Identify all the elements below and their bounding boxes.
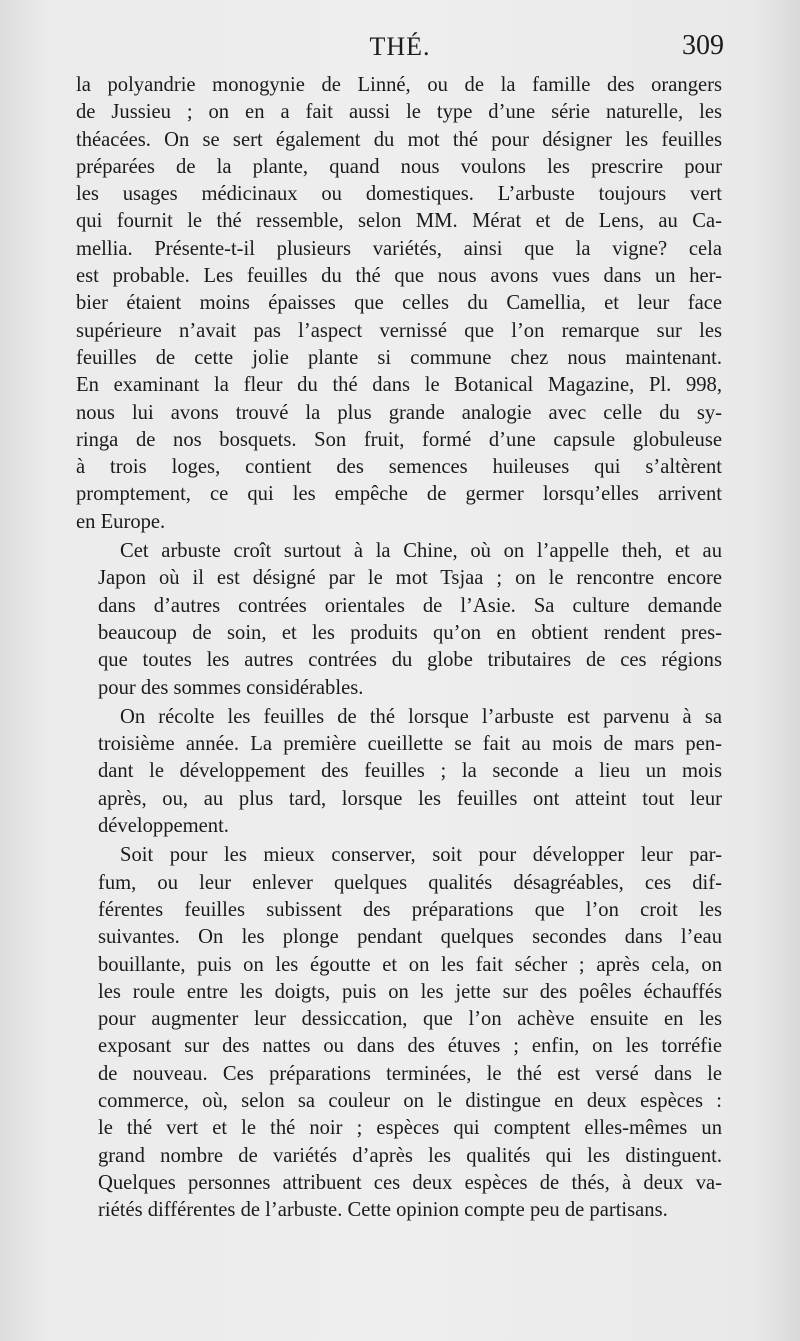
text-line: pour augmenter leur dessiccation, que l’on achève ensuite en les — [98, 1008, 722, 1031]
text-line: Japon où il est désigné par le mot Tsjaa ; on le rencontre encore — [98, 567, 722, 590]
text-line: Quelques personnes attribuent ces deux espèces de thés, à deux va- — [98, 1171, 722, 1194]
text-line: préparées de la plante, quand nous voulons les prescrire pour — [76, 155, 722, 178]
text-line: à trois loges, contient des semences huileuses qui s’altèrent — [76, 456, 722, 479]
text-line: grand nombre de variétés d’après les qualités qui les distinguent. — [98, 1144, 722, 1167]
text-line: suivantes. On les plonge pendant quelques secondes dans l’eau — [98, 926, 722, 949]
text-line: feuilles de cette jolie plante si commune chez nous maintenant. — [76, 346, 722, 369]
body-text — [76, 72, 722, 1224]
text-line: beaucoup de soin, et les produits qu’on en obtient rendent pres- — [98, 621, 722, 644]
text-line: exposant sur des nattes ou dans des étuves ; enfin, on les torréfie — [98, 1035, 722, 1058]
text-line: riétés différentes de l’arbuste. Cette opinion compte peu de partisans. — [98, 1199, 668, 1222]
text-line: Cet arbuste croît surtout à la Chine, où on l’appelle theh, et au — [120, 540, 722, 563]
text-line: troisième année. La première cueillette se fait au mois de mars pen- — [98, 733, 722, 756]
text-line: On récolte les feuilles de thé lorsque l’arbuste est parvenu à sa — [120, 705, 722, 728]
text-line: fum, ou leur enlever quelques qualités désagréables, ces dif- — [98, 871, 722, 894]
text-line: supérieure n’avait pas l’aspect vernissé que l’on remarque sur les — [76, 319, 722, 342]
text-line: nous lui avons trouvé la plus grande analogie avec celle du sy- — [76, 401, 722, 424]
text-line: férentes feuilles subissent des préparations que l’on croit les — [98, 898, 722, 921]
text-line: qui fournit le thé ressemble, selon MM. Mérat et de Lens, au Ca- — [76, 210, 722, 233]
text-line: dant le développement des feuilles ; la seconde a lieu un mois — [98, 760, 722, 783]
text-line: promptement, ce qui les empêche de germer lorsqu’elles arrivent — [76, 483, 722, 506]
text-line: pour des sommes considérables. — [98, 676, 364, 699]
text-line: de nouveau. Ces préparations terminées, le thé est versé dans le — [98, 1062, 722, 1085]
text-line: ringa de nos bosquets. Son fruit, formé d’une capsule globuleuse — [76, 428, 722, 451]
text-line: mellia. Présente-t-il plusieurs variétés, ainsi que la vigne? cela — [76, 237, 722, 260]
paragraph — [76, 538, 722, 702]
text-line: la polyandrie monogynie de Linné, ou de la famille des orangers — [76, 74, 722, 96]
text-line: bouillante, puis on les égoutte et on les fait sécher ; après cela, on — [98, 953, 722, 976]
text-line: En examinant la fleur du thé dans le Botanical Magazine, Pl. 998, — [76, 374, 722, 397]
text-line: après, ou, au plus tard, lorsque les feuilles ont atteint tout leur — [98, 787, 722, 810]
page-header — [76, 28, 724, 68]
text-line: dans d’autres contrées orientales de l’Asie. Sa culture demande — [98, 594, 722, 617]
text-line: bier étaient moins épaisses que celles du Camellia, et leur face — [76, 292, 722, 315]
text-line: théacées. On se sert également du mot thé pour désigner les feuilles — [76, 128, 722, 151]
paragraph — [76, 704, 722, 840]
text-line: en Europe. — [76, 510, 166, 533]
text-line: Soit pour les mieux conserver, soit pour développer leur par- — [120, 844, 722, 867]
text-line: les usages médicinaux ou domestiques. L’arbuste toujours vert — [76, 183, 722, 206]
text-line: commerce, où, selon sa couleur on le distingue en deux espèces : — [98, 1089, 722, 1112]
text-line: que toutes les autres contrées du globe tributaires de ces régions — [98, 649, 722, 672]
running-title: THÉ. — [369, 32, 431, 61]
page-number: 309 — [682, 30, 724, 61]
text-line: le thé vert et le thé noir ; espèces qui comptent elles-mêmes un — [98, 1117, 722, 1140]
text-line: de Jussieu ; on en a fait aussi le type d’une série naturelle, les — [76, 101, 722, 124]
text-line: est probable. Les feuilles du thé que nous avons vues dans un her- — [76, 265, 722, 288]
paragraph — [76, 842, 722, 1224]
text-line: développement. — [98, 815, 229, 838]
paragraph — [76, 72, 722, 536]
text-line: les roule entre les doigts, puis on les jette sur des poêles échauffés — [98, 980, 722, 1003]
